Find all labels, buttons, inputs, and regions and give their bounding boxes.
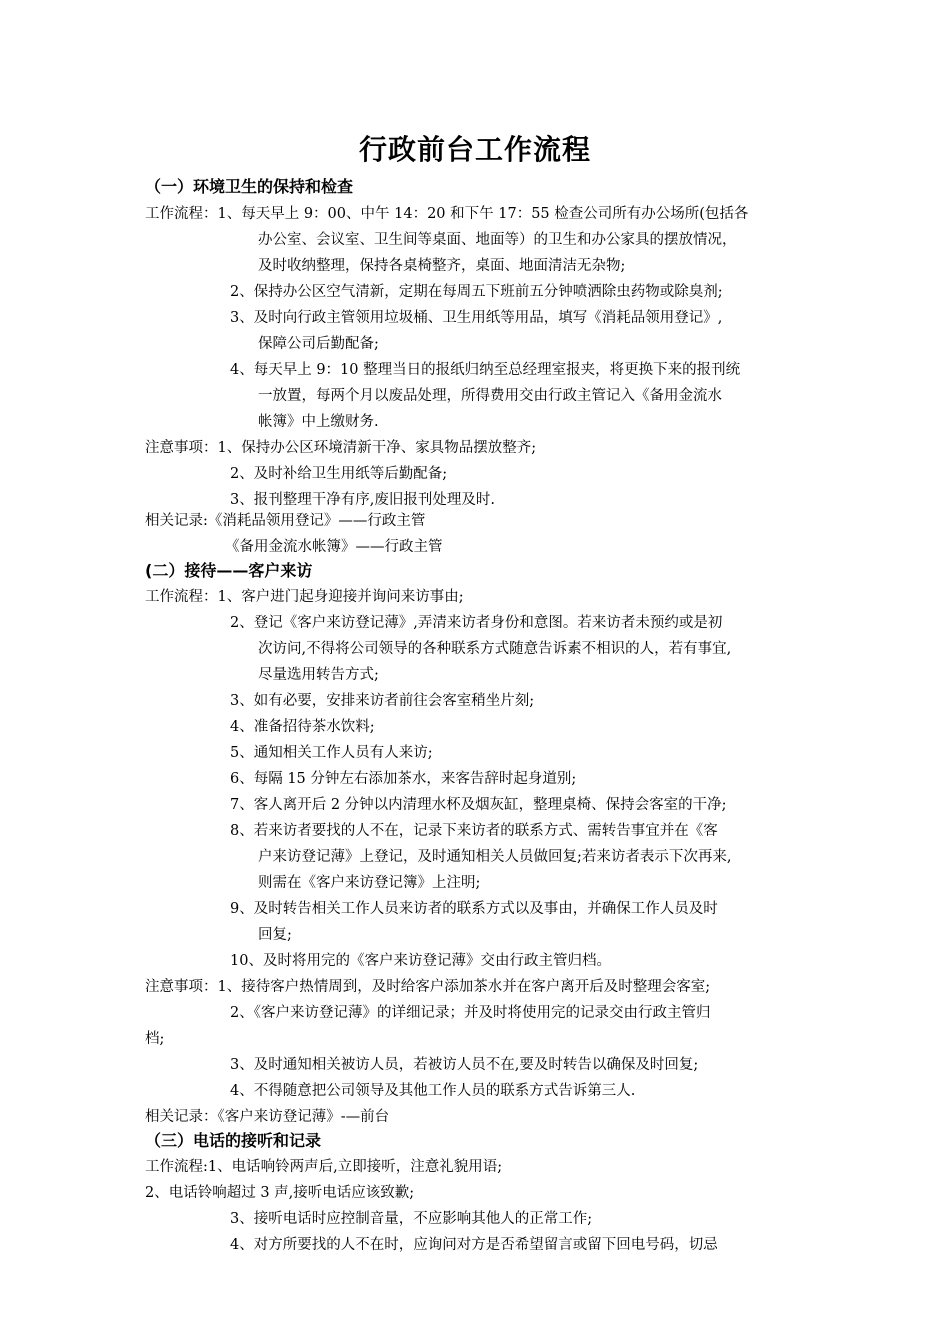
- text-line: 尽量选用转告方式;: [258, 667, 379, 683]
- text-line: 8、若来访者要找的人不在，记录下来访者的联系方式、需转告事宜并在《客: [230, 823, 718, 839]
- text-line: 2、电话铃响超过 3 声,接听电话应该致歉;: [145, 1185, 415, 1201]
- text-line: 7、客人离开后 2 分钟以内清理水杯及烟灰缸，整理桌椅、保持会客室的干净;: [230, 797, 727, 813]
- text-line: 工作流程：1、客户进门起身迎接并询问来访事由;: [145, 589, 464, 605]
- text-line: 《备用金流水帐簿》——行政主管: [225, 539, 443, 555]
- text-line: 注意事项：1、保持办公区环境清新干净、家具物品摆放整齐;: [145, 440, 537, 456]
- text-line: 保障公司后勤配备;: [258, 336, 379, 352]
- text-line: 4、不得随意把公司领导及其他工作人员的联系方式告诉第三人.: [230, 1083, 636, 1099]
- text-line: 2、及时补给卫生用纸等后勤配备;: [230, 466, 448, 482]
- text-line: 6、每隔 15 分钟左右添加茶水，来客告辞时起身道别;: [230, 771, 577, 787]
- section-heading: （三）电话的接听和记录: [145, 1131, 322, 1150]
- text-line: 3、接听电话时应控制音量，不应影响其他人的正常工作;: [230, 1211, 593, 1227]
- text-line: 注意事项：1、接待客户热情周到，及时给客户添加茶水并在客户离开后及时整理会客室;: [145, 979, 711, 995]
- text-line: 3、及时向行政主管领用垃圾桶、卫生用纸等用品，填写《消耗品领用登记》,: [230, 310, 723, 326]
- text-line: 户来访登记薄》上登记，及时通知相关人员做回复;若来访者表示下次再来,: [258, 849, 732, 865]
- text-line: 3、及时通知相关被访人员，若被访人员不在,要及时转告以确保及时回复;: [230, 1057, 699, 1073]
- text-line: 工作流程:1、电话响铃两声后,立即接听，注意礼貌用语;: [145, 1159, 503, 1175]
- page-title: 行政前台工作流程: [358, 133, 591, 166]
- text-line: 办公室、会议室、卫生间等桌面、地面等）的卫生和办公家具的摆放情况，: [258, 232, 737, 248]
- text-line: 4、对方所要找的人不在时，应询问对方是否希望留言或留下回电号码，切忌: [230, 1237, 718, 1253]
- text-line: 帐簿》中上缴财务.: [258, 414, 379, 430]
- text-line: 工作流程：1、每天早上 9：00、中午 14：20 和下午 17：55 检查公司所有办公场所(包括各: [145, 206, 749, 222]
- text-line: 相关记录：《客户来访登记薄》-—前台: [145, 1109, 390, 1125]
- text-line: 10、及时将用完的《客户来访登记薄》交由行政主管归档。: [230, 953, 611, 969]
- text-line: 次访问,不得将公司领导的各种联系方式随意告诉素不相识的人，若有事宜,: [258, 641, 732, 657]
- text-line: 3、如有必要，安排来访者前往会客室稍坐片刻;: [230, 693, 535, 709]
- text-line: 一放置，每两个月以废品处理，所得费用交由行政主管记入《备用金流水: [258, 388, 722, 404]
- text-line: 2、保持办公区空气清新，定期在每周五下班前五分钟喷洒除虫药物或除臭剂;: [230, 284, 723, 300]
- text-line: 2、登记《客户来访登记薄》,弄清来访者身份和意图。若来访者未预约或是初: [230, 615, 723, 631]
- text-line: 9、及时转告相关工作人员来访者的联系方式以及事由，并确保工作人员及时: [230, 901, 718, 917]
- text-line: 4、准备招待茶水饮料;: [230, 719, 375, 735]
- text-line: 则需在《客户来访登记簿》上注明;: [258, 875, 481, 891]
- text-line: 3、报刊整理干净有序,废旧报刊处理及时.: [230, 492, 495, 508]
- text-line: 及时收纳整理，保持各桌椅整齐，桌面、地面清洁无杂物;: [258, 258, 626, 274]
- text-line: 回复;: [258, 927, 292, 943]
- text-line: 5、通知相关工作人员有人来访;: [230, 745, 433, 761]
- section-heading: (二）接待——客户来访: [145, 561, 313, 580]
- section-heading: （一）环境卫生的保持和检查: [145, 177, 354, 196]
- text-line: 2、《客户来访登记薄》的详细记录；并及时将使用完的记录交由行政主管归: [230, 1005, 711, 1021]
- text-line: 档;: [145, 1031, 165, 1047]
- text-line: 相关记录:《消耗品领用登记》——行政主管: [145, 513, 426, 529]
- text-line: 4、每天早上 9：10 整理当日的报纸归纳至总经理室报夹，将更换下来的报刊统: [230, 362, 741, 378]
